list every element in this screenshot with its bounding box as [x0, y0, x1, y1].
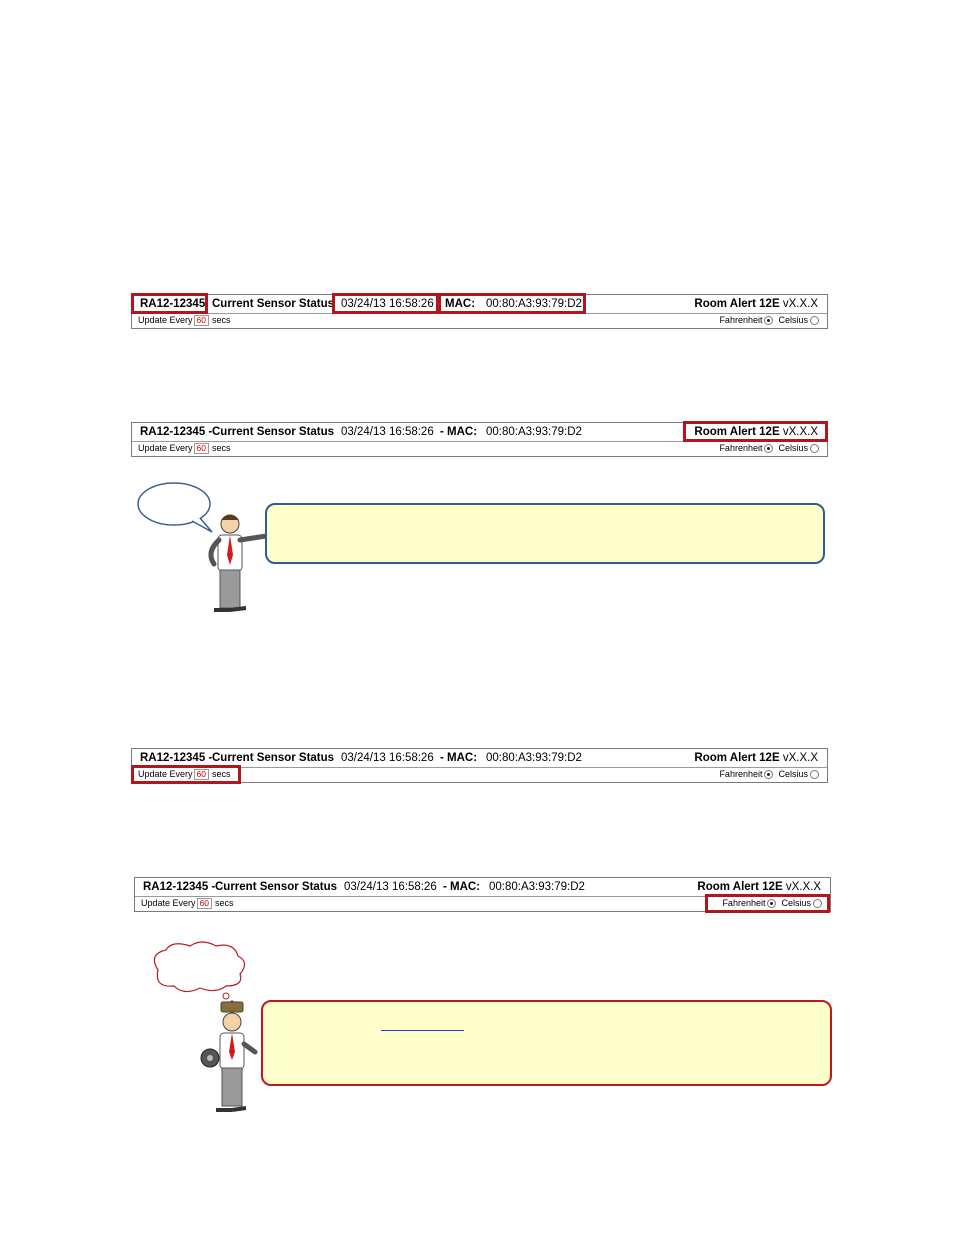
update-unit: secs — [212, 443, 231, 453]
celsius-radio[interactable] — [810, 770, 819, 779]
update-control — [138, 314, 231, 326]
status-bar-header — [135, 878, 830, 897]
update-unit: secs — [215, 898, 234, 908]
status-datetime: 03/24/13 16:58:26 — [344, 881, 437, 893]
update-control — [138, 768, 231, 780]
device-name: RA12-12345 - — [143, 881, 216, 893]
fahrenheit-radio[interactable] — [764, 444, 773, 453]
status-bar-4 — [134, 877, 831, 912]
product-version — [694, 751, 818, 765]
mac-value: 00:80:A3:93:79:D2 — [489, 881, 585, 893]
status-title: Current Sensor Status — [212, 298, 335, 310]
fahrenheit-radio[interactable] — [764, 770, 773, 779]
temperature-unit-toggle — [719, 442, 819, 454]
fahrenheit-label: Fahrenheit — [719, 315, 763, 325]
firmware-version: vX.X.X — [782, 426, 818, 438]
product-name: Room Alert 12E — [694, 426, 780, 438]
status-datetime: 03/24/13 16:58:26 — [341, 426, 434, 438]
status-datetime: 03/24/13 16:58:26 — [341, 752, 434, 764]
status-bar-controls — [132, 767, 827, 781]
warning-callout — [261, 1000, 832, 1086]
status-bar-2 — [131, 422, 828, 457]
firmware-version: vX.X.X — [785, 881, 821, 893]
update-unit: secs — [212, 315, 231, 325]
update-label: Update Every — [138, 443, 193, 453]
temperature-unit-toggle — [719, 314, 819, 326]
update-interval-input[interactable]: 60 — [194, 443, 209, 454]
mac-label: - MAC: — [440, 752, 478, 764]
temperature-unit-toggle — [722, 897, 822, 909]
celsius-radio[interactable] — [810, 444, 819, 453]
fahrenheit-label: Fahrenheit — [719, 769, 763, 779]
update-interval-input[interactable]: 60 — [194, 315, 209, 326]
status-bar-1 — [131, 294, 828, 329]
update-control — [138, 442, 231, 454]
product-name: Room Alert 12E — [697, 881, 783, 893]
mac-label: - MAC: — [440, 426, 478, 438]
product-name: Room Alert 12E — [694, 298, 780, 310]
status-bar-controls — [132, 313, 827, 327]
product-name: Room Alert 12E — [694, 752, 780, 764]
update-label: Update Every — [138, 769, 193, 779]
update-label: Update Every — [141, 898, 196, 908]
update-label: Update Every — [138, 315, 193, 325]
device-name: RA12-12345 — [140, 298, 206, 310]
product-version — [697, 880, 821, 894]
product-version — [694, 297, 818, 311]
device-name: RA12-12345 - — [140, 426, 213, 438]
device-name: RA12-12345 - — [140, 752, 213, 764]
update-interval-input[interactable]: 60 — [194, 769, 209, 780]
update-control — [141, 897, 234, 909]
fahrenheit-label: Fahrenheit — [719, 443, 763, 453]
celsius-radio[interactable] — [810, 316, 819, 325]
status-bar-controls — [132, 441, 827, 455]
status-title: Current Sensor Status — [215, 881, 338, 893]
status-bar-controls — [135, 896, 830, 910]
status-title: Current Sensor Status — [212, 426, 335, 438]
status-bar-header — [132, 749, 827, 768]
mascot-thinking-illustration — [140, 940, 265, 1125]
status-bar-header — [132, 295, 827, 314]
fahrenheit-radio[interactable] — [767, 899, 776, 908]
mac-value: 00:80:A3:93:79:D2 — [486, 298, 582, 310]
status-bar-3 — [131, 748, 828, 783]
celsius-label: Celsius — [778, 769, 808, 779]
temperature-unit-toggle — [719, 768, 819, 780]
celsius-label: Celsius — [778, 443, 808, 453]
mac-value: 00:80:A3:93:79:D2 — [486, 752, 582, 764]
firmware-version: vX.X.X — [782, 752, 818, 764]
info-callout — [265, 503, 825, 564]
product-version — [694, 425, 818, 439]
hyperlink-underline[interactable] — [381, 1028, 464, 1031]
celsius-radio[interactable] — [813, 899, 822, 908]
update-unit: secs — [212, 769, 231, 779]
status-bar-header — [132, 423, 827, 442]
mac-value: 00:80:A3:93:79:D2 — [486, 426, 582, 438]
celsius-label: Celsius — [781, 898, 811, 908]
status-title: Current Sensor Status — [212, 752, 335, 764]
fahrenheit-label: Fahrenheit — [722, 898, 766, 908]
mascot-speaking-illustration — [134, 480, 274, 620]
status-datetime: 03/24/13 16:58:26 — [341, 298, 434, 310]
fahrenheit-radio[interactable] — [764, 316, 773, 325]
mac-label: - MAC: — [443, 881, 481, 893]
firmware-version: vX.X.X — [782, 298, 818, 310]
celsius-label: Celsius — [778, 315, 808, 325]
update-interval-input[interactable]: 60 — [197, 898, 212, 909]
mac-label: MAC: — [445, 298, 476, 310]
